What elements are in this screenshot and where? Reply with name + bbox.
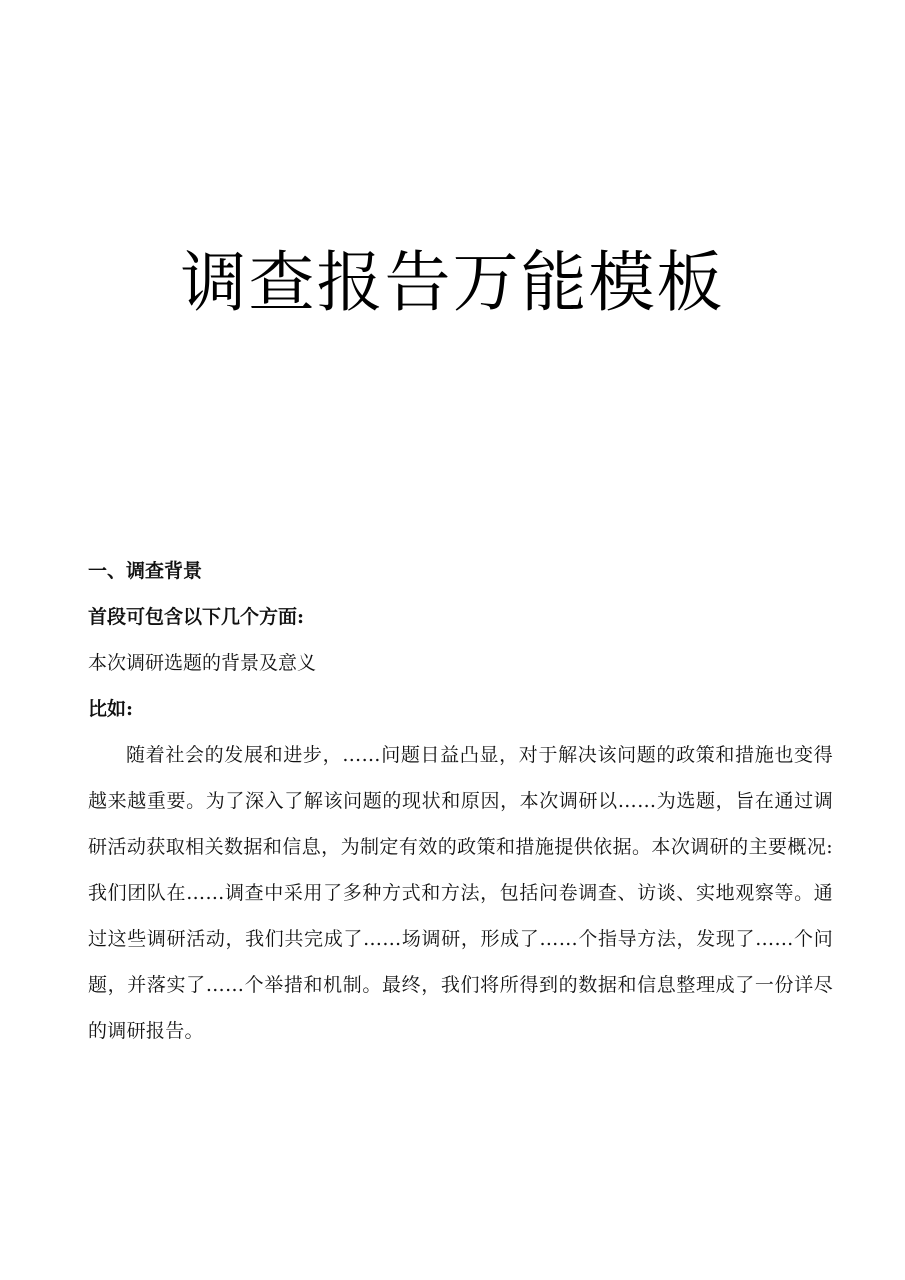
document-title: 调查报告万能模板 <box>180 244 725 321</box>
section-heading: 一、调查背景 <box>88 560 203 582</box>
subheading: 首段可包含以下几个方面: <box>88 606 305 628</box>
example-paragraph: 随着社会的发展和进步，……问题日益凸显，对于解决该问题的政策和措施也变得越来越重要。为了深入了解该问题的现状和原因，本次调研以……为选题，旨在通过调研活动获取相关数据和信息，为制定有效的政策和措施提供依据。本次调研的主要概况:我们团队在……调查中采用了多种方式和方法，包括问卷调查、访谈、实地观察等。通过这些调研活动，我们共完成了……场调研，形成了……个指导方法，发现了……个问题，并落实了……个举措和机制。最终，我们将所得到的数据和信息整理成了一份详尽的调研报告。 <box>88 744 833 1042</box>
example-label: 比如: <box>88 698 134 720</box>
topic-line: 本次调研选题的背景及意义 <box>88 652 317 674</box>
document-body <box>88 548 833 1054</box>
